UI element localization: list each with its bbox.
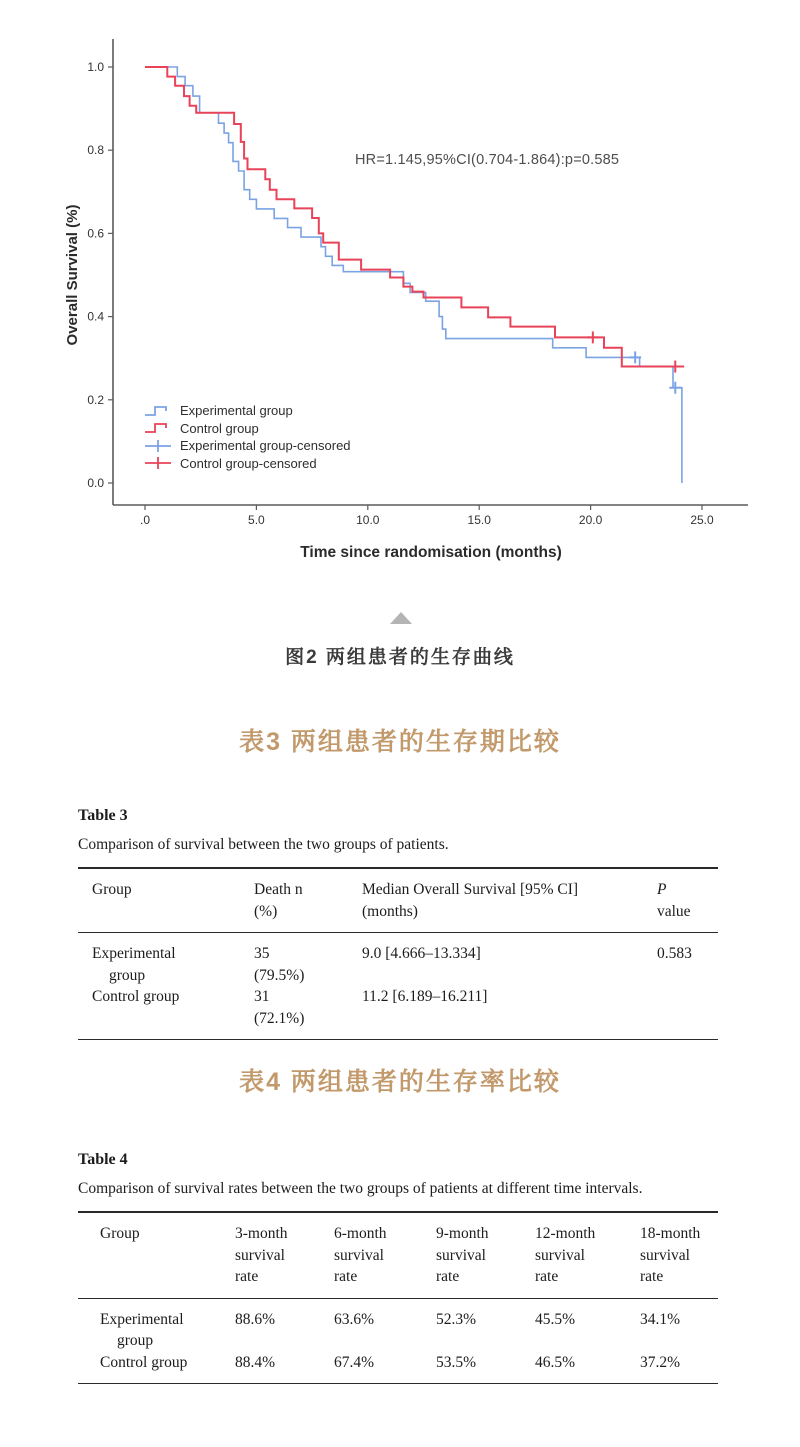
cell-line: Experimental [92,945,176,962]
cell-line: 63.6% [334,1310,375,1328]
cell-line: 0.583 [657,945,692,962]
hr-statistic-annotation: HR=1.145,95%CI(0.704-1.864):p=0.585 [355,152,620,168]
table4-chinese-heading: 表4 两组患者的生存率比较 [239,1068,561,1096]
header-cell [254,879,362,922]
value-cell [334,1309,436,1352]
header-line: rate [436,1268,460,1285]
table3-bottom-rule [78,1039,718,1040]
value-cell [362,943,657,986]
legend-label: Control group-censored [180,455,317,471]
header-line: P [657,881,667,898]
header-line: 9-month [436,1225,489,1242]
header-line: value [657,902,691,920]
header-line: Death n [254,881,303,898]
header-line: Median Overall Survival [95% CI] [362,881,579,898]
cell-line: 11.2 [6.189–16.211] [362,988,488,1005]
cell-line: Control group [92,988,180,1005]
header-line: survival [235,1246,285,1264]
header-cell [657,879,718,922]
legend-label: Experimental group-censored [180,438,351,454]
plus-censor-icon [144,438,174,454]
value-cell [362,986,657,1029]
header-line: 3-month [235,1225,288,1242]
header-line: (%) [254,902,278,920]
svg-text:0.0: 0.0 [87,476,104,490]
svg-text:.0: .0 [139,513,151,527]
cell-line: (79.5%) [254,966,305,984]
cell-line: 88.4% [235,1353,276,1371]
table3-title: Table 3 [78,807,128,824]
table4-header-row [78,1213,718,1298]
survival-chart-svg [60,25,760,585]
legend-item [144,402,351,420]
value-cell [254,986,362,1029]
header-line: survival [334,1246,384,1264]
table4 [78,1150,718,1384]
legend-item [144,420,351,438]
header-cell [92,879,254,922]
value-cell [640,1309,718,1352]
value-cell [254,943,362,986]
svg-text:1.0: 1.0 [87,60,104,74]
value-cell [535,1309,640,1352]
cell-line: 31 [254,988,270,1005]
table3-header-row [78,869,718,932]
legend-item [144,455,351,473]
header-line: survival [640,1246,690,1264]
table3-body [78,933,718,1039]
cell-line: (72.1%) [254,1009,305,1027]
step-line-icon [144,420,174,436]
header-line: (months) [362,902,418,920]
svg-text:0.6: 0.6 [87,226,104,241]
header-cell [535,1223,640,1288]
header-line: survival [535,1246,585,1264]
value-cell [334,1352,436,1374]
value-cell [436,1352,535,1374]
value-cell [235,1309,334,1352]
svg-text:5.0: 5.0 [248,513,265,527]
cell-line: group [109,966,146,984]
header-line: 12-month [535,1225,596,1242]
legend-item [144,437,351,455]
y-axis-title: Overall Survival (%) [64,204,81,346]
cell-line: 45.5% [535,1310,576,1328]
row-label-cell [100,1352,235,1374]
censor-marks [587,331,681,393]
header-cell [100,1223,235,1288]
cell-line: group [117,1332,154,1349]
svg-text:0.8: 0.8 [87,143,104,158]
header-line: Group [92,881,132,898]
header-cell [362,879,657,922]
header-cell [235,1223,334,1288]
svg-text:15.0: 15.0 [467,513,491,527]
cell-line: 46.5% [535,1353,576,1371]
cell-line: 67.4% [334,1353,375,1371]
value-cell [657,986,718,1029]
row-label-cell [100,1309,235,1352]
svg-text:25.0: 25.0 [690,513,714,527]
step-line-icon [144,403,174,419]
cell-line: 52.3% [436,1310,477,1328]
cell-line: Experimental [100,1310,184,1328]
value-cell [436,1309,535,1352]
cell-line: 88.6% [235,1310,276,1328]
table4-bottom-rule [78,1383,718,1384]
row-label-cell [92,986,254,1029]
header-line: rate [334,1268,358,1285]
header-line: rate [235,1268,259,1285]
header-line: rate [640,1268,664,1285]
cell-line: Control group [100,1353,188,1371]
value-cell [640,1352,718,1374]
collapse-triangle-icon[interactable] [390,612,412,624]
table3 [78,806,718,1040]
x-axis-title: Time since randomisation (months) [300,544,562,561]
cell-line: 53.5% [436,1353,477,1371]
cell-line: 37.2% [640,1353,681,1371]
cell-line: 35 [254,945,270,962]
header-cell [436,1223,535,1288]
header-line: survival [436,1246,486,1264]
legend-label: Control group [180,420,259,436]
value-cell [535,1352,640,1374]
header-cell [334,1223,436,1288]
cell-line: 9.0 [4.666–13.334] [362,945,481,962]
value-cell [235,1352,334,1374]
header-line: Group [100,1225,140,1242]
header-line: 6-month [334,1225,387,1242]
legend-label: Experimental group [180,403,293,419]
svg-text:0.2: 0.2 [87,392,104,407]
header-line: rate [535,1268,559,1285]
table3-chinese-heading: 表3 两组患者的生存期比较 [239,728,561,756]
table3-caption: Comparison of survival between the two groups of patients. [78,836,449,853]
cell-line: 34.1% [640,1310,681,1328]
svg-text:20.0: 20.0 [578,513,603,527]
header-line: 18-month [640,1225,701,1242]
table4-title: Table 4 [78,1151,128,1168]
table4-body [78,1299,718,1384]
svg-text:0.4: 0.4 [87,309,104,324]
row-label-cell [92,943,254,986]
value-cell [657,943,718,986]
svg-text:10.0: 10.0 [356,513,380,527]
figure2-caption: 图2 两组患者的生存曲线 [285,647,515,668]
table4-caption: Comparison of survival rates between the two groups of patients at different time intervals. [78,1180,643,1197]
survival-chart [60,25,760,585]
plus-censor-icon [144,455,174,471]
header-cell [640,1223,718,1288]
chart-legend [144,402,351,472]
